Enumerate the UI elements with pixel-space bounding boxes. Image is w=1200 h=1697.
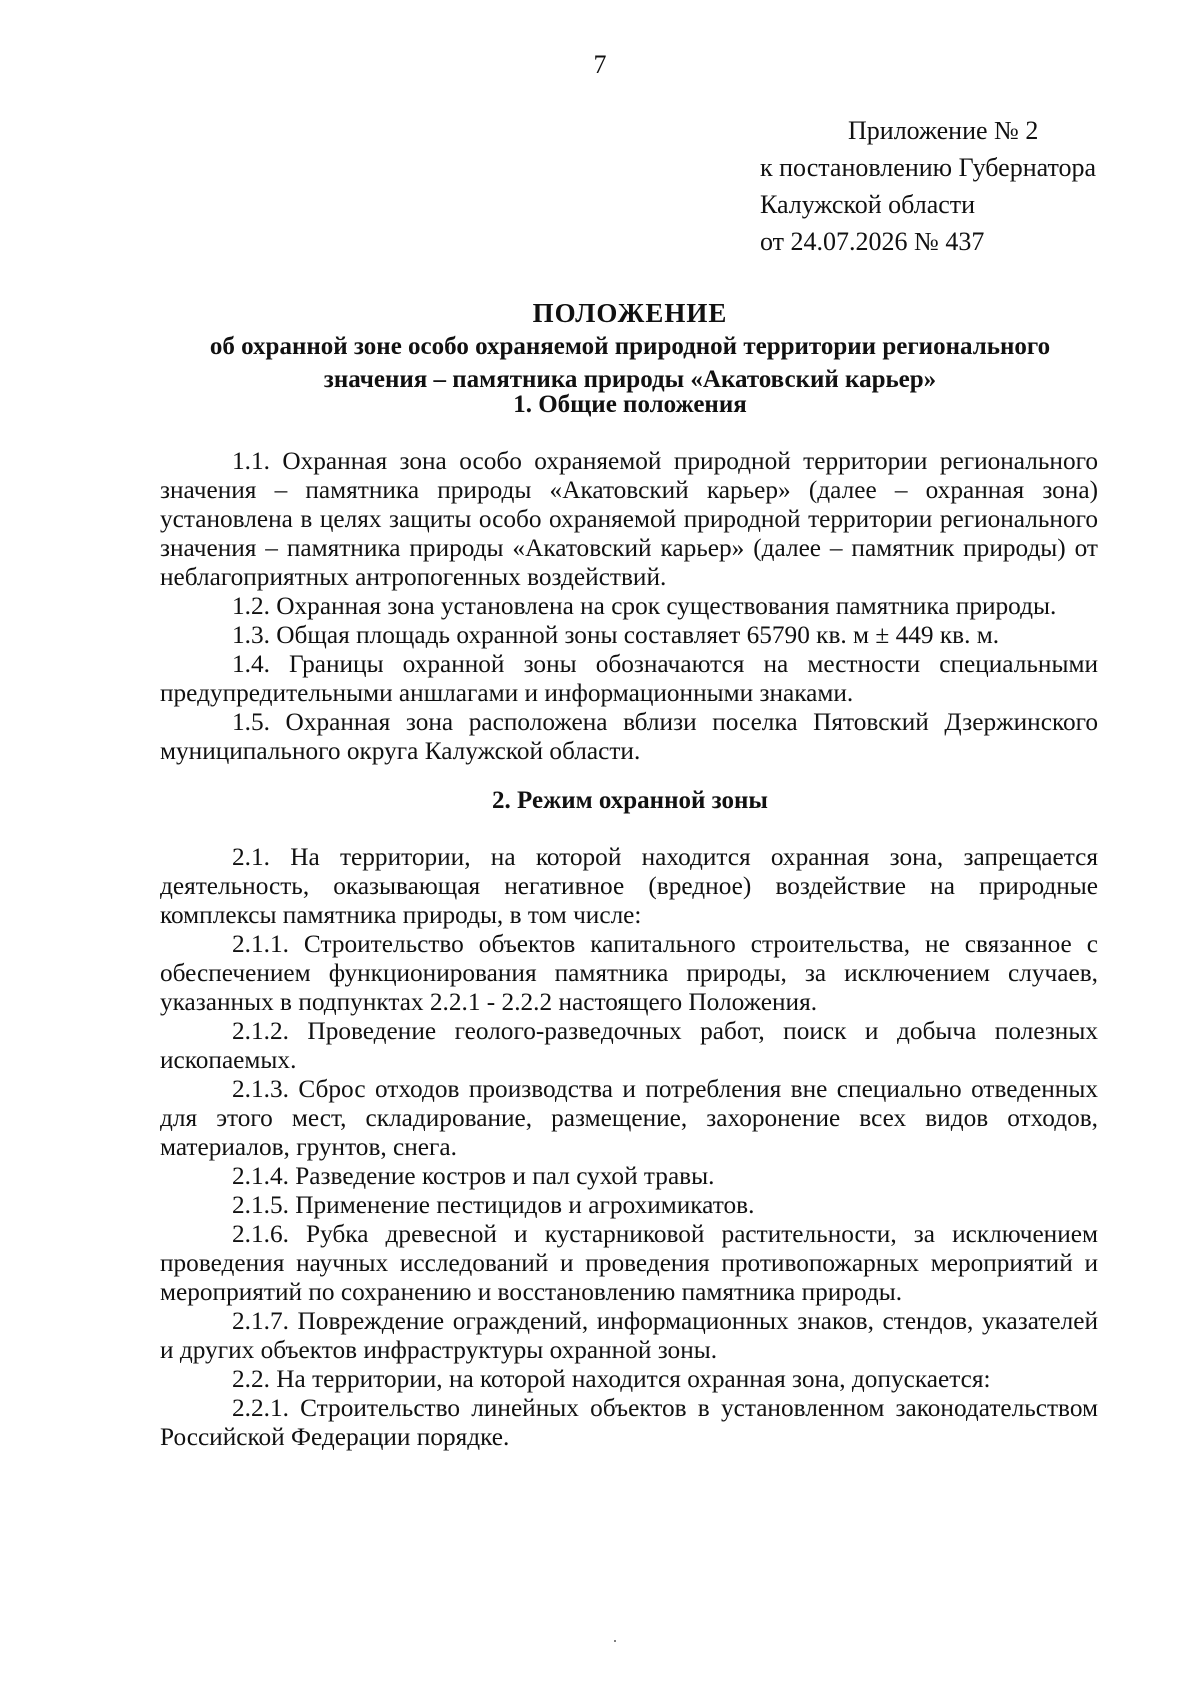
section-2-body	[160, 843, 1098, 1452]
paragraph: 2.1.1. Строительство объектов капитального строительства, не связанное с обеспечением функционирования памятника природы, за исключением случаев, указанных в подпунктах 2.2.1 - 2.2.2 настоящего Положения.	[160, 930, 1098, 1016]
appendix-line: Приложение № 2	[848, 116, 1039, 145]
paragraph: 2.1.7. Повреждение ограждений, информационных знаков, стендов, указателей и других объектов инфраструктуры охранной зоны.	[160, 1307, 1098, 1364]
paragraph: 2.1.4. Разведение костров и пал сухой травы.	[232, 1162, 715, 1190]
appendix-block	[760, 112, 1180, 260]
paragraph: 2.2. На территории, на которой находится охранная зона, допускается:	[232, 1365, 991, 1393]
paragraph: 2.1.2. Проведение геолого-разведочных работ, поиск и добыча полезных ископаемых.	[160, 1017, 1098, 1074]
paragraph: 2.1. На территории, на которой находится охранная зона, запрещается деятельность, оказывающая негативное (вредное) воздействие на природные комплексы памятника природы, в том числе:	[160, 843, 1098, 929]
title-main: ПОЛОЖЕНИЕ	[532, 298, 728, 328]
paragraph: 2.1.6. Рубка древесной и кустарниковой растительности, за исключением проведения научных исследований и проведения противопожарных мероприятий и мероприятий по сохранению и восстановлению памятника природы.	[160, 1220, 1098, 1306]
paragraph: 1.3. Общая площадь охранной зоны составляет 65790 кв. м ± 449 кв. м.	[232, 621, 1000, 649]
document-title	[160, 296, 1100, 396]
title-subtitle-line: значения – памятника природы «Акатовский карьер»	[323, 366, 937, 393]
page-number: 7	[593, 50, 607, 79]
section-heading: 2. Режим охранной зоны	[492, 787, 768, 814]
title-subtitle-line: об охранной зоне особо охраняемой природной территории регионального	[209, 333, 1051, 360]
paragraph: 2.1.3. Сброс отходов производства и потребления вне специально отведенных для этого мест, складирование, размещение, захоронение всех видов отходов, материалов, грунтов, снега.	[160, 1075, 1098, 1161]
appendix-line: Калужской области	[760, 190, 976, 219]
paragraph: 2.2.1. Строительство линейных объектов в установленном законодательством Российской Федерации порядке.	[160, 1394, 1098, 1451]
paragraph: 1.5. Охранная зона расположена вблизи поселка Пятовский Дзержинского муниципального округа Калужской области.	[160, 708, 1098, 765]
scan-speck	[614, 1640, 616, 1642]
appendix-line: от 24.07.2026 № 437	[760, 227, 985, 256]
paragraph: 1.4. Границы охранной зоны обозначаются на местности специальными предупредительными аншлагами и информационными знаками.	[160, 650, 1098, 707]
paragraph: 2.1.5. Применение пестицидов и агрохимикатов.	[232, 1191, 755, 1219]
paragraph: 1.1. Охранная зона особо охраняемой природной территории регионального значения – памятника природы «Акатовский карьер» (далее – охранная зона) установлена в целях защиты особо охраняемой природной территории регионального значения – памятника природы «Акатовский карьер» (далее – памятник природы) от неблагоприятных антропогенных воздействий.	[160, 447, 1098, 591]
appendix-line: к постановлению Губернатора	[760, 153, 1097, 182]
paragraph: 1.2. Охранная зона установлена на срок существования памятника природы.	[232, 592, 1057, 620]
section-1-body	[160, 447, 1098, 766]
section-heading: 1. Общие положения	[513, 391, 747, 418]
